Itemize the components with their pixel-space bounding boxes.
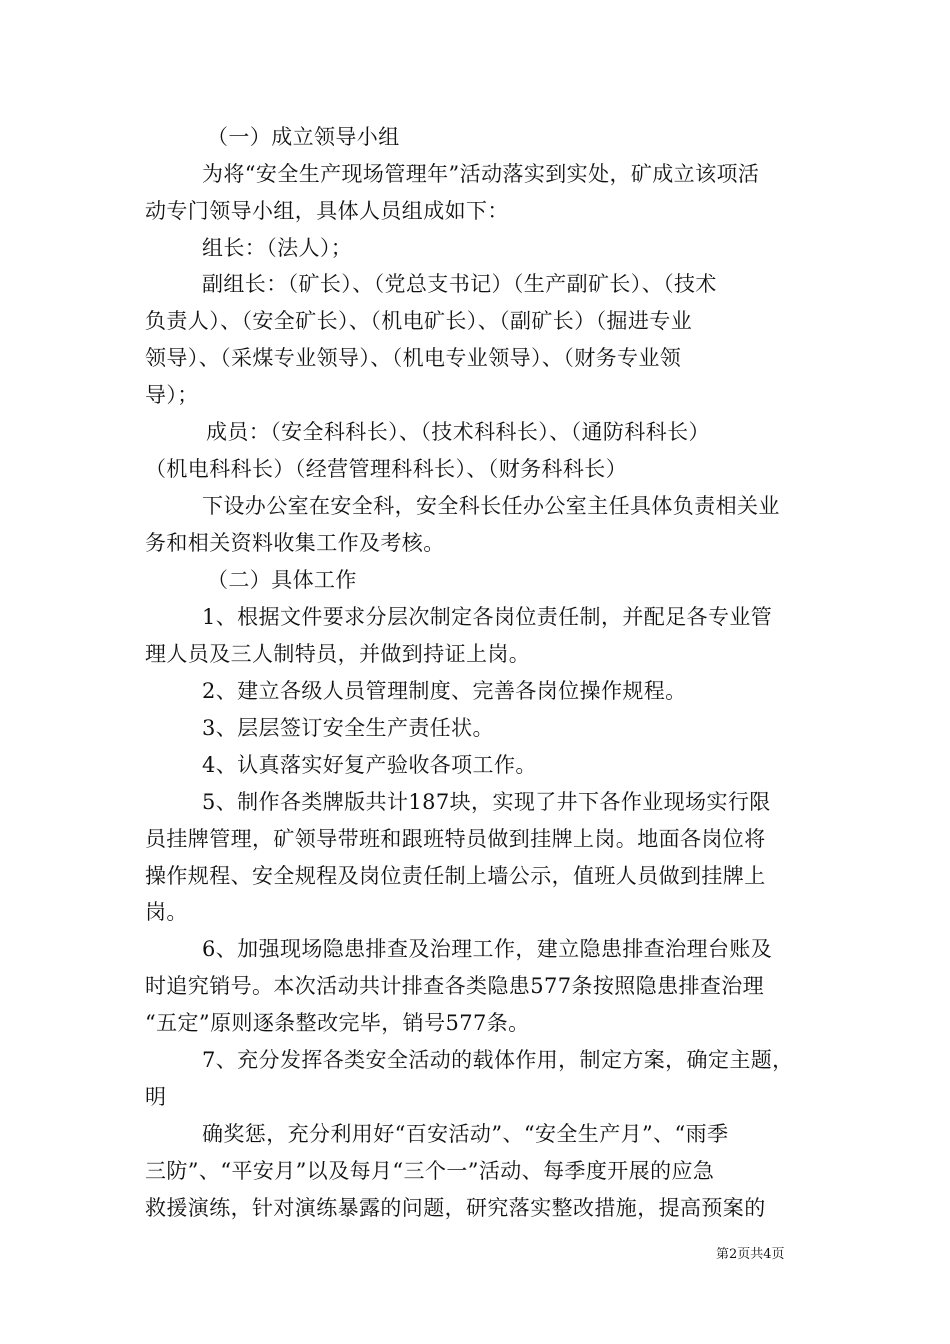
section-heading-2: （二）具体工作 [207,568,357,592]
paragraph-line: 2、建立各级人员管理制度、完善各岗位操作规程。 [202,679,687,703]
paragraph-line: 6、加强现场隐患排查及治理工作，建立隐患排查治理台账及 [202,937,773,961]
paragraph-line: 副组长：（矿长）、（党总支书记）（生产副矿长）、（技术 [202,272,717,296]
paragraph-line: 明 [145,1085,167,1109]
paragraph-line: 领导）、（采煤专业领导）、（机电专业领导）、（财务专业领 [145,346,682,370]
paragraph-line: 组长：（法人）； [202,236,353,260]
paragraph-line: （机电科科长）（经营管理科科长）、（财务科科长） [145,457,628,481]
paragraph-line: 导）； [145,383,199,407]
paragraph-line: 1、根据文件要求分层次制定各岗位责任制，并配足各专业管 [202,605,773,629]
paragraph-line: 时追究销号。本次活动共计排查各类隐患577条按照隐患排查治理 [145,974,765,998]
section-heading-1: （一）成立领导小组 [207,125,400,149]
paragraph-line: 负责人）、（安全矿长）、（机电矿长）、（副矿长）（掘进专业 [145,309,693,333]
paragraph-line: 为将“安全生产现场管理年”活动落实到实处，矿成立该项活 [202,162,760,186]
paragraph-line: 救援演练，针对演练暴露的问题，研究落实整改措施，提高预案的 [145,1196,766,1220]
paragraph-line: 岗。 [145,900,188,924]
page-footer: 第2页共4页 [716,1247,785,1262]
paragraph-line: 下设办公室在安全科，安全科长任办公室主任具体负责相关业 [202,494,780,518]
paragraph-line: 确奖惩，充分利用好“百安活动”、“安全生产月”、“雨季 [202,1122,729,1146]
paragraph-line: 5、制作各类牌版共计187块，实现了井下各作业现场实行限 [202,790,771,814]
paragraph-line: 动专门领导小组，具体人员组成如下： [145,199,509,223]
paragraph-line: 4、认真落实好复产验收各项工作。 [202,753,537,777]
paragraph-line: 理人员及三人制特员，并做到持证上岗。 [145,642,531,666]
paragraph-line: 操作规程、安全规程及岗位责任制上墙公示，值班人员做到挂牌上 [145,864,766,888]
paragraph-line: 三防”、“平安月”以及每月“三个一”活动、每季度开展的应急 [145,1159,715,1183]
paragraph-line: 员挂牌管理，矿领导带班和跟班特员做到挂牌上岗。地面各岗位将 [145,827,766,851]
paragraph-line: “五定”原则逐条整改完毕，销号577条。 [145,1011,530,1035]
paragraph-line: 务和相关资料收集工作及考核。 [145,531,445,555]
paragraph-line: 3、层层签订安全生产责任状。 [202,716,494,740]
paragraph-line: 7、充分发挥各类安全活动的载体作用，制定方案，确定主题， [202,1048,794,1072]
paragraph-line: 成员：（安全科科长）、（技术科科长）、（通防科科长） [206,420,710,444]
